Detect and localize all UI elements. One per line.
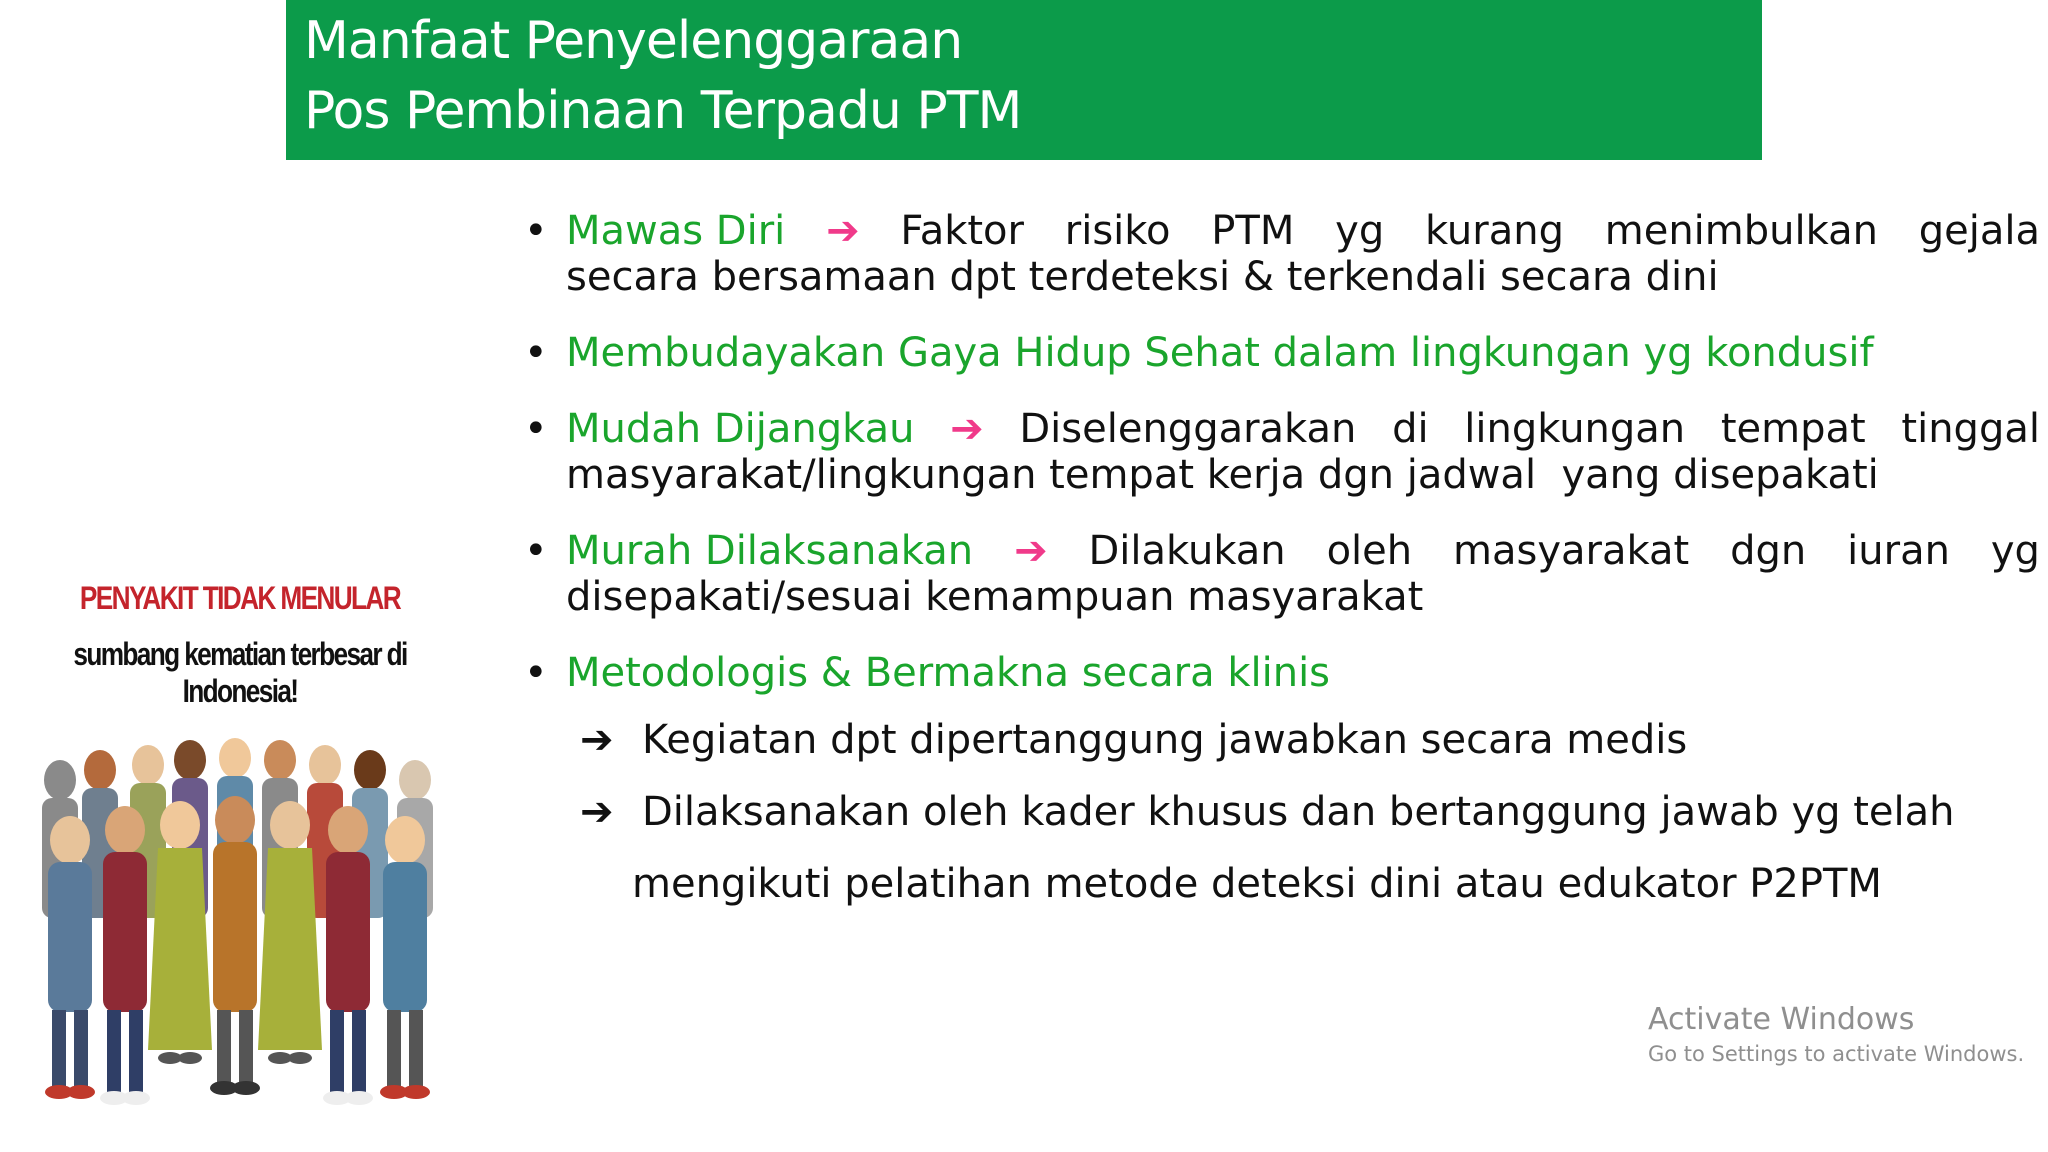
- bullet-line-2: secara bersamaan dpt terdeteksi & terkendali secara dini: [566, 254, 1719, 300]
- word: gejala: [1918, 208, 2040, 254]
- word: iuran: [1847, 528, 1950, 574]
- word: di: [1392, 406, 1429, 452]
- title-line-2: Pos Pembinaan Terpadu PTM: [304, 81, 1022, 141]
- ptm-illustration: [10, 560, 470, 1130]
- arrow-icon: ➔: [1014, 528, 1048, 574]
- illustration-title: PENYAKIT TIDAK MENULAR: [79, 580, 401, 616]
- crowd-illustration: [30, 720, 450, 1120]
- word: yg: [1990, 528, 2040, 574]
- bullet-gaya-hidup: [520, 330, 2040, 376]
- illustration-subtitle: sumbang kematian terbesar di Indonesia!: [73, 636, 407, 709]
- word: masyarakat: [1453, 528, 1690, 574]
- word: tinggal: [1901, 406, 2040, 452]
- word: kurang: [1424, 208, 1564, 254]
- bullet-list: [520, 208, 2040, 920]
- bullet-dot: •: [524, 650, 548, 696]
- bullet-dot: •: [524, 406, 548, 452]
- bullet-head: Membudayakan Gaya Hidup Sehat dalam lingkungan yg kondusif: [566, 330, 1874, 376]
- sub-item-kader: [520, 776, 2040, 848]
- word: tempat: [1720, 406, 1866, 452]
- word: menimbulkan: [1604, 208, 1878, 254]
- word: risiko: [1064, 208, 1171, 254]
- bullet-line: [566, 406, 2040, 452]
- word: Faktor: [900, 208, 1024, 254]
- title-banner: [286, 0, 1762, 160]
- word: PTM: [1211, 208, 1295, 254]
- bullet-head: Murah Dilaksanakan: [566, 528, 974, 574]
- bullet-murah-dilaksanakan: [520, 528, 2040, 620]
- arrow-icon: ➔: [826, 208, 860, 254]
- word: dgn: [1730, 528, 1807, 574]
- arrow-icon: ➔: [950, 406, 984, 452]
- bullet-head: Mawas Diri: [566, 208, 786, 254]
- watermark-subtitle: Go to Settings to activate Windows.: [1648, 1042, 2025, 1066]
- sub-item-text: Dilaksanakan oleh kader khusus dan bertanggung jawab yg telah: [642, 789, 1955, 835]
- bullet-line-2: disepakati/sesuai kemampuan masyarakat: [566, 574, 1424, 620]
- bullet-dot: •: [524, 330, 548, 376]
- word: lingkungan: [1464, 406, 1686, 452]
- arrow-icon: ➔: [580, 789, 614, 835]
- word: oleh: [1326, 528, 1413, 574]
- bullet-mudah-dijangkau: [520, 406, 2040, 498]
- bullet-head: Metodologis & Bermakna secara klinis: [566, 650, 1331, 696]
- word: Diselenggarakan: [1019, 406, 1357, 452]
- sub-item-continuation: mengikuti pelatihan metode deteksi dini atau edukator P2PTM: [632, 861, 1882, 907]
- bullet-line: [566, 528, 2040, 574]
- sub-item-text: Kegiatan dpt dipertanggung jawabkan secara medis: [642, 717, 1688, 763]
- watermark-title: Activate Windows: [1648, 1002, 1915, 1037]
- bullet-line: [566, 208, 2040, 254]
- arrow-icon: ➔: [580, 717, 614, 763]
- activate-windows-watermark: [1648, 1000, 2024, 1068]
- bullet-mawas-diri: [520, 208, 2040, 300]
- bullet-dot: •: [524, 528, 548, 574]
- word: yg: [1335, 208, 1385, 254]
- bullet-head: Mudah Dijangkau: [566, 406, 915, 452]
- bullet-line-2: masyarakat/lingkungan tempat kerja dgn jadwal yang disepakati: [566, 452, 1879, 498]
- bullet-metodologis: [520, 650, 2040, 696]
- title-line-1: Manfaat Penyelenggaraan: [304, 11, 963, 71]
- bullet-dot: •: [524, 208, 548, 254]
- sub-item-medis: [520, 704, 2040, 776]
- word: Dilakukan: [1088, 528, 1286, 574]
